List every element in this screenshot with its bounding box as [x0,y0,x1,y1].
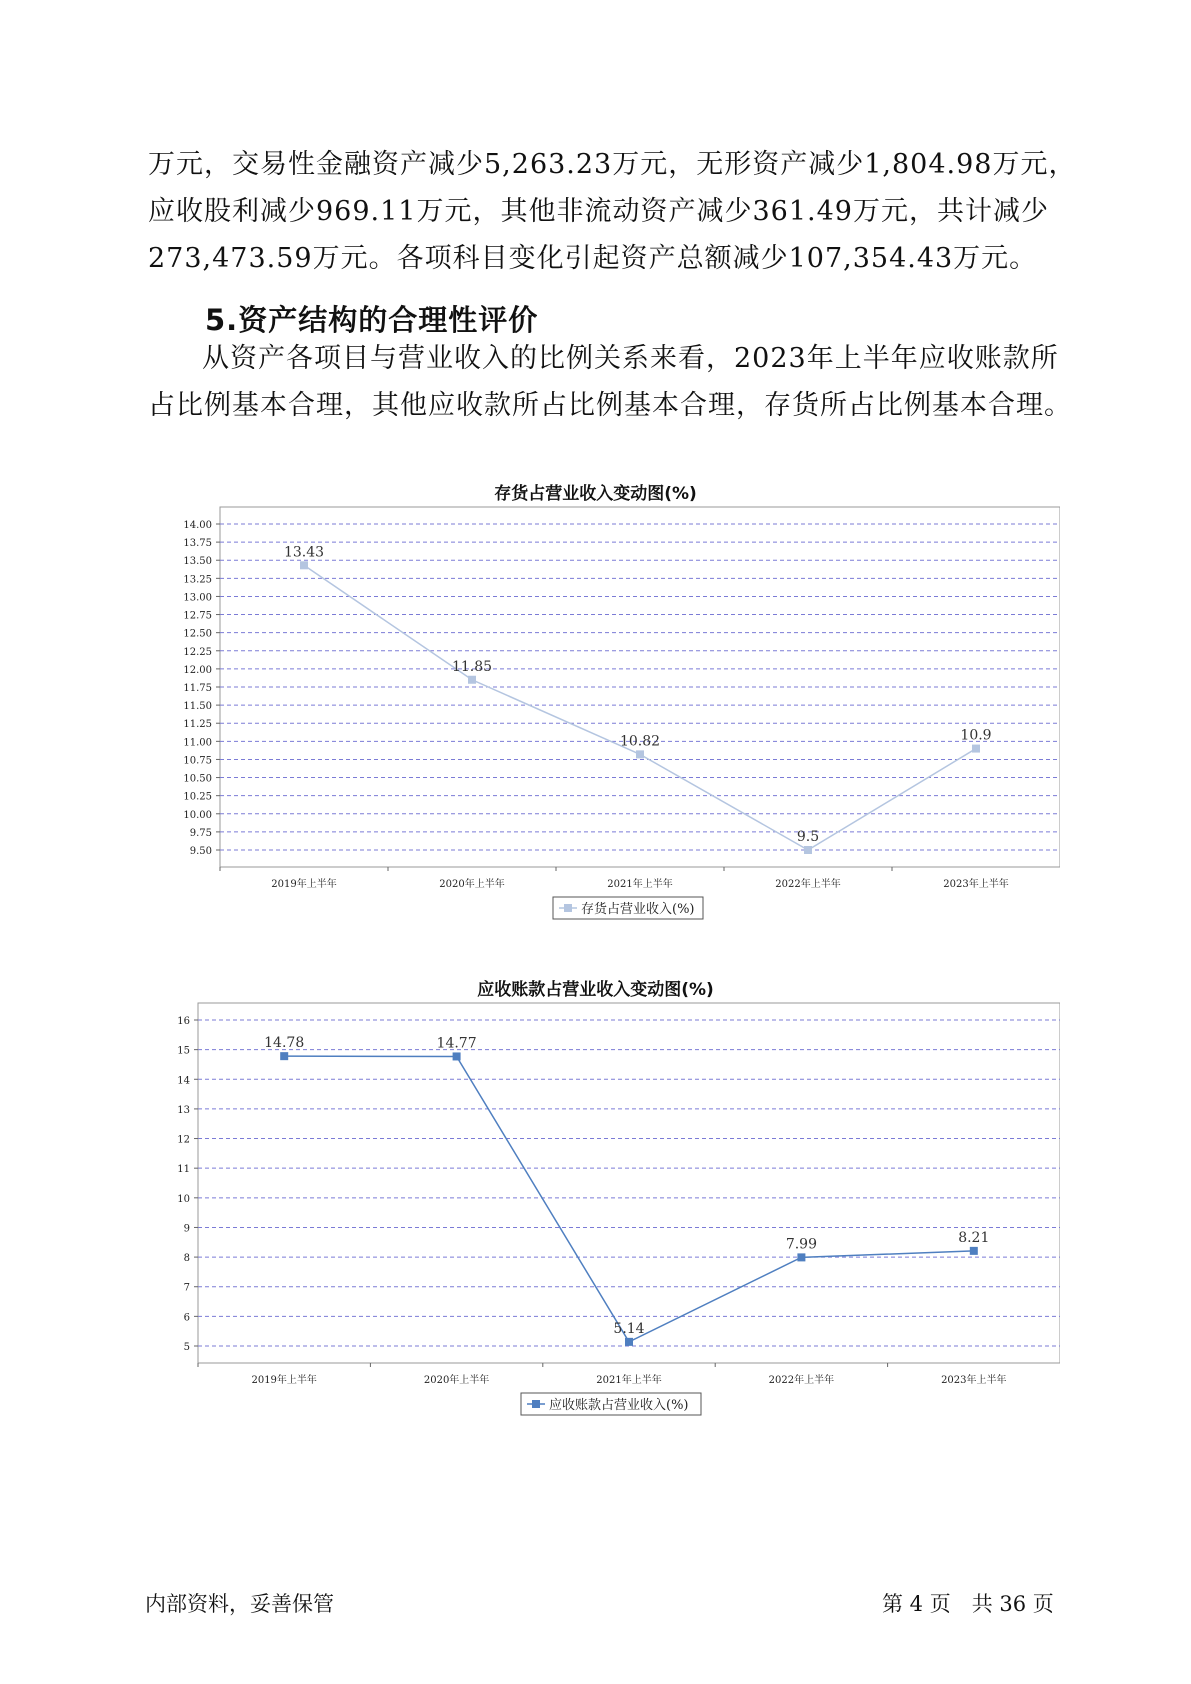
y-tick-label: 9.50 [189,846,212,857]
data-label: 5.14 [613,1320,645,1337]
paragraph-asset-structure [148,335,1072,429]
chart-receivables-ratio [140,996,1060,1426]
data-point [972,745,980,753]
footer-right: 第 4 页 共 36 页 [882,1592,1054,1616]
y-tick-label: 6 [183,1312,190,1324]
y-tick-label: 8 [183,1253,190,1265]
data-label: 10.82 [619,733,661,750]
y-tick-label: 13.75 [183,538,212,550]
x-tick-label: 2020年上半年 [439,879,505,890]
y-tick-label: 11.00 [183,737,212,749]
y-tick-label: 13.25 [183,574,212,586]
x-tick-label: 2022年上半年 [768,1375,835,1386]
data-label: 14.77 [436,1035,477,1052]
y-tick-label: 14 [177,1075,190,1087]
x-tick-label: 2021年上半年 [607,879,673,890]
y-tick-label: 10.50 [183,773,212,785]
data-label: 7.99 [785,1236,817,1253]
y-tick-label: 11 [177,1164,190,1176]
data-point [797,1253,805,1261]
y-tick-label: 11.50 [183,701,212,713]
paragraph-line: 占比例基本合理，其他应收款所占比例基本合理，存货所占比例基本合理。 [148,390,1072,421]
data-label: 8.21 [958,1229,990,1246]
y-tick-label: 5 [183,1342,190,1353]
y-tick-label: 12.50 [183,628,212,640]
legend-marker [564,904,572,912]
data-point [300,561,308,569]
section-heading: 5.资产结构的合理性评价 [205,303,539,337]
plot-area [198,1003,1060,1363]
data-point [453,1052,461,1060]
y-tick-label: 13.50 [183,556,212,568]
data-label: 13.43 [283,544,325,561]
x-tick-label: 2019年上半年 [271,879,337,890]
y-tick-label: 10.00 [183,809,212,821]
data-label: 14.78 [264,1035,305,1052]
data-point [625,1338,633,1346]
paragraph-line: 应收股利减少969.11万元，其他非流动资产减少361.49万元，共计减少 [148,196,1049,227]
legend-label: 存货占营业收入(%) [581,902,695,917]
legend-label: 应收账款占营业收入(%) [549,1398,689,1413]
paragraph-line: 万元，交易性金融资产减少5,263.23万元，无形资产减少1,804.98万元， [148,149,1077,180]
x-tick-label: 2019年上半年 [251,1375,317,1386]
x-tick-label: 2023年上半年 [941,1375,1007,1386]
y-tick-label: 12 [177,1134,190,1146]
y-tick-label: 11.75 [183,683,212,694]
y-tick-label: 11.25 [183,719,212,731]
y-tick-label: 13.00 [183,592,212,604]
y-tick-label: 16 [177,1016,190,1027]
data-label: 11.85 [451,658,493,675]
data-label: 9.5 [796,829,820,845]
paragraph-assets-change [148,141,1077,282]
data-point [636,750,644,758]
x-tick-label: 2022年上半年 [775,879,841,890]
data-label: 10.9 [960,727,992,744]
data-point [804,846,812,854]
footer-left: 内部资料，妥善保管 [145,1592,334,1616]
legend-marker [532,1400,540,1408]
x-tick-label: 2021年上半年 [596,1375,662,1386]
chart-inventory-ratio [140,500,1060,920]
data-point [468,676,476,684]
paragraph-line: 从资产各项目与营业收入的比例关系来看，2023年上半年应收账款所 [202,343,1059,374]
y-tick-label: 10 [177,1193,190,1205]
y-tick-label: 10.75 [183,755,212,767]
y-tick-label: 13 [177,1104,190,1116]
y-tick-label: 12.75 [183,610,212,622]
y-tick-label: 9 [183,1223,190,1235]
y-tick-label: 15 [177,1045,190,1057]
chart-title-receivables: 应收账款占营业收入变动图(%) [477,980,714,1000]
x-tick-label: 2023年上半年 [943,879,1009,890]
x-tick-label: 2020年上半年 [423,1375,490,1386]
data-point [280,1052,288,1060]
paragraph-line: 273,473.59万元。各项科目变化引起资产总额减少107,354.43万元。 [148,243,1038,274]
y-tick-label: 10.25 [183,791,212,803]
y-tick-label: 12.00 [183,664,212,676]
y-tick-label: 9.75 [189,827,212,839]
chart-title-inventory: 存货占营业收入变动图(%) [494,484,697,504]
y-tick-label: 14.00 [183,520,212,531]
data-point [970,1247,978,1255]
y-tick-label: 7 [183,1282,190,1294]
y-tick-label: 12.25 [183,646,212,658]
